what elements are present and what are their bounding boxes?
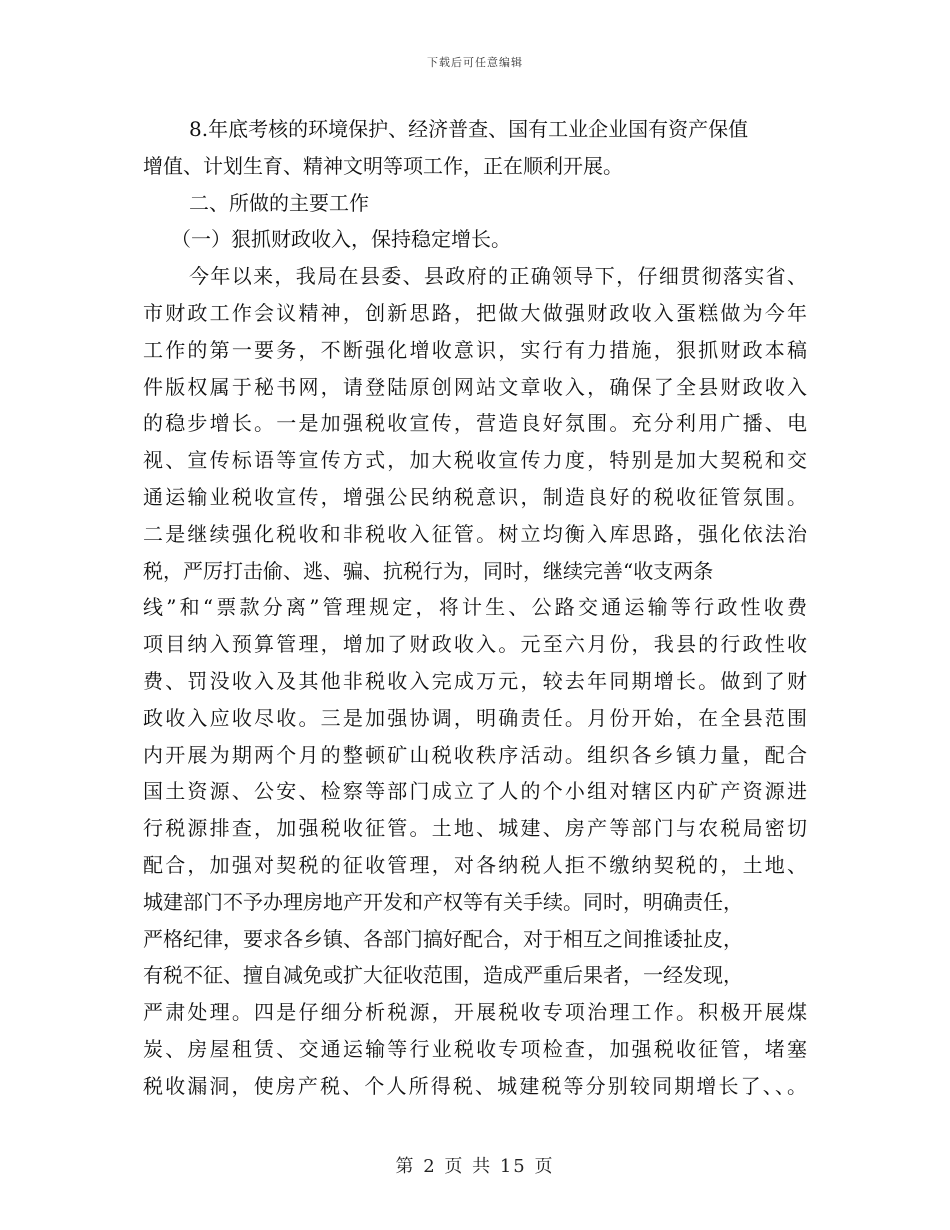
- paragraph-line: 8.年底考核的环境保护、经济普查、国有工业企业国有资产保值: [189, 117, 749, 141]
- page-header-note: 下载后可任意编辑: [427, 56, 523, 69]
- paragraph-line: 市财政工作会议精神，创新思路，把做大做强财政收入蛋糕做为今年: [143, 300, 807, 325]
- paragraph-line: 政收入应收尽收。三是加强协调，明确责任。月份开始，在全县范围: [143, 705, 807, 730]
- paragraph-line: 今年以来，我局在县委、县政府的正确领导下，仔细贯彻落实省、: [189, 264, 807, 289]
- paragraph-line: 二是继续强化税收和非税收入征管。树立均衡入库思路，强化依法治: [143, 521, 807, 546]
- document-body: [143, 111, 807, 1105]
- paragraph-line: 炭、房屋租赁、交通运输等行业税收专项检查，加强税收征管，堵塞: [143, 1036, 807, 1061]
- page-footer-number: 第 2 页 共 15 页: [395, 1156, 555, 1177]
- paragraph-line: 严格纪律，要求各乡镇、各部门搞好配合，对于相互之间推诿扯皮，: [143, 926, 743, 951]
- paragraph-line: 税，严厉打击偷、逃、骗、抗税行为，同时，继续完善“收支两条: [143, 558, 714, 583]
- paragraph-line: 增值、计划生育、精神文明等项工作，正在顺利开展。: [143, 153, 623, 178]
- paragraph-line: 有税不征、擅自减免或扩大征收范围，造成严重后果者，一经发现，: [143, 963, 743, 988]
- paragraph-line: 的稳步增长。一是加强税收宣传，营造良好氛围。充分利用广播、电: [143, 411, 807, 436]
- paragraph-line: 城建部门不予办理房地产开发和产权等有关手续。同时，明确责任，: [143, 889, 743, 914]
- paragraph-line: 配合，加强对契税的征收管理，对各纳税人拒不缴纳契税的，土地、: [143, 852, 807, 877]
- paragraph-line: 税收漏洞，使房产税、个人所得税、城建税等分别较同期增长了、、。: [143, 1073, 807, 1098]
- paragraph-line: 内开展为期两个月的整顿矿山税收秩序活动。组织各乡镇力量，配合: [143, 742, 807, 767]
- paragraph-line: 工作的第一要务，不断强化增收意识，实行有力措施，狠抓财政本稿: [143, 337, 807, 362]
- paragraph-line: 件版权属于秘书网，请登陆原创网站文章收入，确保了全县财政收入: [143, 374, 807, 399]
- paragraph-line: 项目纳入预算管理，增加了财政收入。元至六月份，我县的行政性收: [143, 632, 807, 657]
- paragraph-line: 费、罚没收入及其他非税收入完成万元，较去年同期增长。做到了财: [143, 668, 807, 693]
- subsection-heading: （一）狠抓财政收入，保持稳定增长。: [171, 227, 511, 252]
- paragraph-line: 国土资源、公安、检察等部门成立了人的个小组对辖区内矿产资源进: [143, 779, 807, 804]
- paragraph-line: 严肃处理。四是仔细分析税源，开展税收专项治理工作。积极开展煤: [143, 1000, 807, 1025]
- section-heading: 二、所做的主要工作: [189, 190, 369, 215]
- paragraph-line: 行税源排查，加强税收征管。土地、城建、房产等部门与农税局密切: [143, 816, 807, 841]
- paragraph-line: 视、宣传标语等宣传方式，加大税收宣传力度，特别是加大契税和交: [143, 448, 807, 473]
- paragraph-line: 通运输业税收宣传，增强公民纳税意识，制造良好的税收征管氛围。: [143, 484, 807, 509]
- paragraph-line: 线”和“票款分离”管理规定，将计生、公路交通运输等行政性收费: [143, 595, 807, 620]
